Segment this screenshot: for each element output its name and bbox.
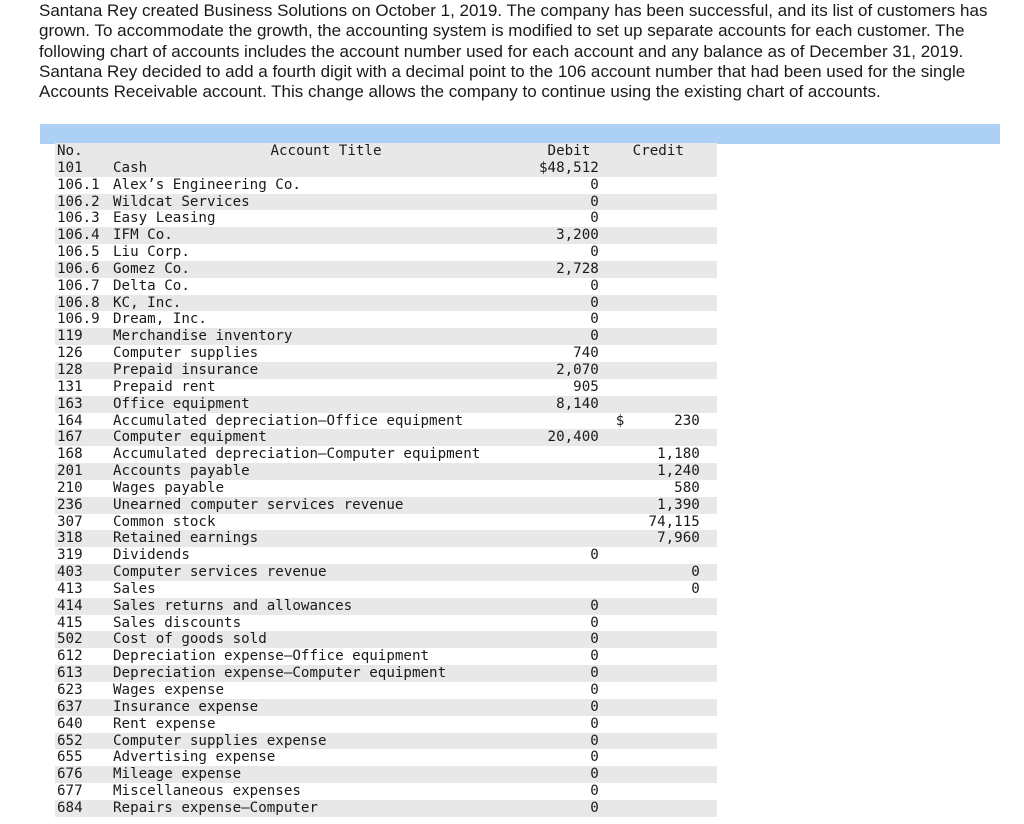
account-title: Insurance expense xyxy=(113,699,539,716)
debit-balance: 0 xyxy=(590,176,599,193)
debit-balance: 740 xyxy=(573,345,599,362)
debit-balance: 0 xyxy=(590,210,599,227)
account-title: Computer services revenue xyxy=(113,564,539,581)
debit-balance xyxy=(539,514,600,531)
account-number: 201 xyxy=(55,463,113,480)
table-row xyxy=(55,227,717,244)
account-number: 164 xyxy=(57,412,83,429)
account-number: 168 xyxy=(57,446,83,463)
account-title: Dividends xyxy=(113,547,190,564)
debit-balance: 0 xyxy=(590,311,599,328)
credit-balance xyxy=(600,429,717,446)
credit-balance xyxy=(600,598,717,615)
account-number: 167 xyxy=(55,429,113,446)
credit-balance: 1,390 xyxy=(600,497,717,514)
credit-balance: 74,115 xyxy=(648,513,700,530)
credit-balance xyxy=(600,615,717,632)
debit-balance xyxy=(539,446,600,463)
account-title: IFM Co. xyxy=(113,227,539,244)
table-row xyxy=(55,749,717,766)
header-credit: Credit xyxy=(600,143,717,160)
debit-balance: 2,070 xyxy=(539,362,600,379)
account-title: Easy Leasing xyxy=(113,210,216,227)
debit-balance: 0 xyxy=(590,682,599,698)
credit-balance xyxy=(600,413,717,430)
debit-balance: 0 xyxy=(590,244,599,261)
credit-balance xyxy=(600,160,717,177)
credit-balance xyxy=(600,210,717,227)
table-row xyxy=(55,598,717,615)
debit-balance xyxy=(539,463,600,480)
table-row xyxy=(55,648,717,665)
debit-balance: 0 xyxy=(539,733,600,750)
credit-balance xyxy=(600,379,717,396)
credit-balance: 7,960 xyxy=(600,530,717,547)
account-title: Prepaid rent xyxy=(113,378,216,395)
account-number: 677 xyxy=(57,783,83,800)
debit-balance: 0 xyxy=(590,277,599,294)
credit-balance xyxy=(600,699,717,716)
account-number: 613 xyxy=(55,665,113,682)
account-title: Rent expense xyxy=(113,715,216,732)
table-row xyxy=(55,665,717,682)
account-number: 403 xyxy=(55,564,113,581)
debit-balance: 0 xyxy=(590,648,599,665)
account-title: Liu Corp. xyxy=(113,244,190,261)
debit-balance: 0 xyxy=(590,614,599,631)
header-account-title: Account Title xyxy=(113,143,539,160)
credit-balance xyxy=(600,733,717,750)
credit-balance xyxy=(600,800,717,817)
account-number: 236 xyxy=(55,497,113,514)
table-row xyxy=(55,615,717,632)
table-row xyxy=(55,278,717,295)
account-number: 684 xyxy=(55,800,113,817)
account-number: 106.9 xyxy=(57,311,100,328)
account-title: Depreciation expense—Computer equipment xyxy=(113,665,539,682)
table-row xyxy=(55,413,717,430)
credit-balance xyxy=(600,177,717,194)
account-title: Mileage expense xyxy=(113,766,539,783)
table-row xyxy=(55,429,717,446)
debit-balance: 0 xyxy=(590,749,599,766)
account-number: 106.8 xyxy=(55,295,113,312)
account-title: Dream, Inc. xyxy=(113,311,207,328)
debit-balance: 0 xyxy=(590,715,599,732)
table-row xyxy=(55,631,717,648)
credit-balance xyxy=(600,766,717,783)
account-number: 106.5 xyxy=(57,244,100,261)
account-number: 131 xyxy=(57,378,83,395)
debit-balance: 20,400 xyxy=(539,429,600,446)
account-title: Retained earnings xyxy=(113,530,539,547)
account-title: Computer equipment xyxy=(113,429,539,446)
account-number: 163 xyxy=(55,396,113,413)
credit-balance xyxy=(600,345,717,362)
credit-balance xyxy=(600,227,717,244)
debit-balance: 0 xyxy=(539,699,600,716)
credit-balance xyxy=(600,194,717,211)
debit-balance: 0 xyxy=(539,766,600,783)
credit-balance: 1,240 xyxy=(600,463,717,480)
account-number: 676 xyxy=(55,766,113,783)
account-number: 652 xyxy=(55,733,113,750)
debit-balance: 8,140 xyxy=(539,396,600,413)
table-row xyxy=(55,800,717,817)
table-row xyxy=(55,362,717,379)
account-number: 106.6 xyxy=(55,261,113,278)
account-title: KC, Inc. xyxy=(113,295,539,312)
account-title: Delta Co. xyxy=(113,277,190,294)
chart-of-accounts-table xyxy=(55,143,717,817)
debit-balance: 0 xyxy=(539,800,600,817)
table-row xyxy=(55,581,717,598)
account-number: 106.4 xyxy=(55,227,113,244)
currency-symbol: $ xyxy=(615,412,625,429)
account-number: 612 xyxy=(57,648,83,665)
table-row xyxy=(55,547,717,564)
table-row xyxy=(55,783,717,800)
credit-balance xyxy=(600,261,717,278)
credit-balance xyxy=(600,648,717,665)
credit-balance: 0 xyxy=(691,580,700,597)
account-title: Depreciation expense—Office equipment xyxy=(113,648,430,665)
account-title: Sales discounts xyxy=(113,614,242,631)
table-row xyxy=(55,160,717,177)
debit-balance: 3,200 xyxy=(539,227,600,244)
table-row xyxy=(55,446,717,463)
credit-balance xyxy=(600,682,717,699)
table-row xyxy=(55,261,717,278)
debit-balance: 0 xyxy=(539,665,600,682)
account-number: 106.2 xyxy=(55,194,113,211)
credit-balance xyxy=(600,362,717,379)
account-number: 319 xyxy=(57,547,83,564)
credit-balance: 580 xyxy=(674,479,700,496)
account-title: Gomez Co. xyxy=(113,261,539,278)
account-title: Wildcat Services xyxy=(113,194,539,211)
credit-amount: 230 xyxy=(674,412,700,429)
table-row xyxy=(55,295,717,312)
header-band xyxy=(40,124,1000,144)
account-number: 413 xyxy=(57,580,83,597)
debit-balance: 0 xyxy=(590,783,599,800)
table-row xyxy=(55,210,717,227)
account-title: Unearned computer services revenue xyxy=(113,497,539,514)
problem-description: Santana Rey created Business Solutions on October 1, 2019. The company has been successful, and its list of customers has grown. To accommodate the growth, the accounting system is modified to set up separate accounts for each customer. The following chart of accounts includes the account number used for each account and any balance as of December 31, 2019. Santana Rey decided to add a fourth digit with a decimal point to the 106 account number that had been used for the single Accounts Receivable account. This change allows the company to continue using the existing chart of accounts. xyxy=(39,1,988,102)
credit-balance xyxy=(600,783,717,800)
table-row xyxy=(55,733,717,750)
account-title: Sales returns and allowances xyxy=(113,598,539,615)
debit-balance: 0 xyxy=(590,547,599,564)
table-row xyxy=(55,699,717,716)
account-title: Advertising expense xyxy=(113,749,276,766)
account-number: 307 xyxy=(57,513,83,530)
account-number: 623 xyxy=(57,682,83,698)
credit-balance xyxy=(600,631,717,648)
credit-balance: 1,180 xyxy=(657,446,700,463)
table-row xyxy=(55,514,717,531)
table-row xyxy=(55,497,717,514)
debit-balance xyxy=(539,413,600,430)
credit-balance xyxy=(600,328,717,345)
table-row xyxy=(55,396,717,413)
account-title: Wages payable xyxy=(113,479,225,496)
debit-balance: 905 xyxy=(573,378,599,395)
account-number: 119 xyxy=(55,328,113,345)
account-title: Computer supplies expense xyxy=(113,733,539,750)
account-number: 210 xyxy=(57,479,83,496)
table-row xyxy=(55,530,717,547)
table-row xyxy=(55,244,717,261)
account-title: Cash xyxy=(113,160,539,177)
credit-balance xyxy=(600,716,717,733)
table-row xyxy=(55,328,717,345)
credit-balance xyxy=(600,278,717,295)
account-title: Prepaid insurance xyxy=(113,362,539,379)
table-row xyxy=(55,716,717,733)
table-row xyxy=(55,564,717,581)
debit-balance xyxy=(539,480,600,497)
account-number: 318 xyxy=(55,530,113,547)
debit-balance: 2,728 xyxy=(539,261,600,278)
debit-balance xyxy=(539,564,600,581)
account-title: Miscellaneous expenses xyxy=(113,783,301,800)
account-number: 655 xyxy=(57,749,83,766)
debit-balance: 0 xyxy=(539,598,600,615)
account-title: Accounts payable xyxy=(113,463,539,480)
credit-balance xyxy=(600,396,717,413)
account-title: Merchandise inventory xyxy=(113,328,539,345)
account-title: Computer supplies xyxy=(113,345,259,362)
table-row xyxy=(55,463,717,480)
account-title: Common stock xyxy=(113,513,216,530)
account-number: 128 xyxy=(55,362,113,379)
debit-balance xyxy=(539,497,600,514)
debit-balance: $48,512 xyxy=(539,159,599,176)
table-row xyxy=(55,194,717,211)
credit-balance xyxy=(600,311,717,328)
account-number: 640 xyxy=(57,715,83,732)
account-number: 106.3 xyxy=(57,210,100,227)
credit-balance xyxy=(600,547,717,564)
credit-balance xyxy=(600,749,717,766)
account-title: Office equipment xyxy=(113,396,539,413)
account-title: Accumulated depreciation—Office equipment xyxy=(113,412,464,429)
table-row xyxy=(55,682,717,699)
account-title: Wages expense xyxy=(113,682,225,698)
debit-balance: 0 xyxy=(539,631,600,648)
debit-balance xyxy=(539,530,600,547)
debit-balance xyxy=(539,581,600,598)
credit-balance xyxy=(600,244,717,261)
table-row xyxy=(55,480,717,497)
table-row xyxy=(55,766,717,783)
table-row xyxy=(55,311,717,328)
account-number: 637 xyxy=(55,699,113,716)
account-number: 106.1 xyxy=(57,176,100,193)
debit-balance: 0 xyxy=(539,295,600,312)
account-number: 415 xyxy=(57,614,83,631)
account-title: Accumulated depreciation—Computer equipment xyxy=(113,446,481,463)
account-title: Sales xyxy=(113,580,156,597)
account-number: 126 xyxy=(57,345,83,362)
account-title: Alex’s Engineering Co. xyxy=(113,176,301,193)
debit-balance: 0 xyxy=(539,194,600,211)
header-no: No. xyxy=(55,143,113,160)
credit-balance xyxy=(600,665,717,682)
account-title: Repairs expense—Computer xyxy=(113,800,539,817)
debit-balance: 0 xyxy=(539,328,600,345)
account-number: 101 xyxy=(55,160,113,177)
credit-balance xyxy=(600,295,717,312)
table-row xyxy=(55,379,717,396)
table-row xyxy=(55,345,717,362)
account-number: 502 xyxy=(55,631,113,648)
account-number: 414 xyxy=(55,598,113,615)
table-header-row xyxy=(55,143,717,160)
header-debit: Debit xyxy=(539,143,600,160)
table-body xyxy=(55,160,717,817)
credit-balance: 0 xyxy=(600,564,717,581)
account-number: 106.7 xyxy=(57,277,100,294)
table-row xyxy=(55,177,717,194)
account-title: Cost of goods sold xyxy=(113,631,539,648)
